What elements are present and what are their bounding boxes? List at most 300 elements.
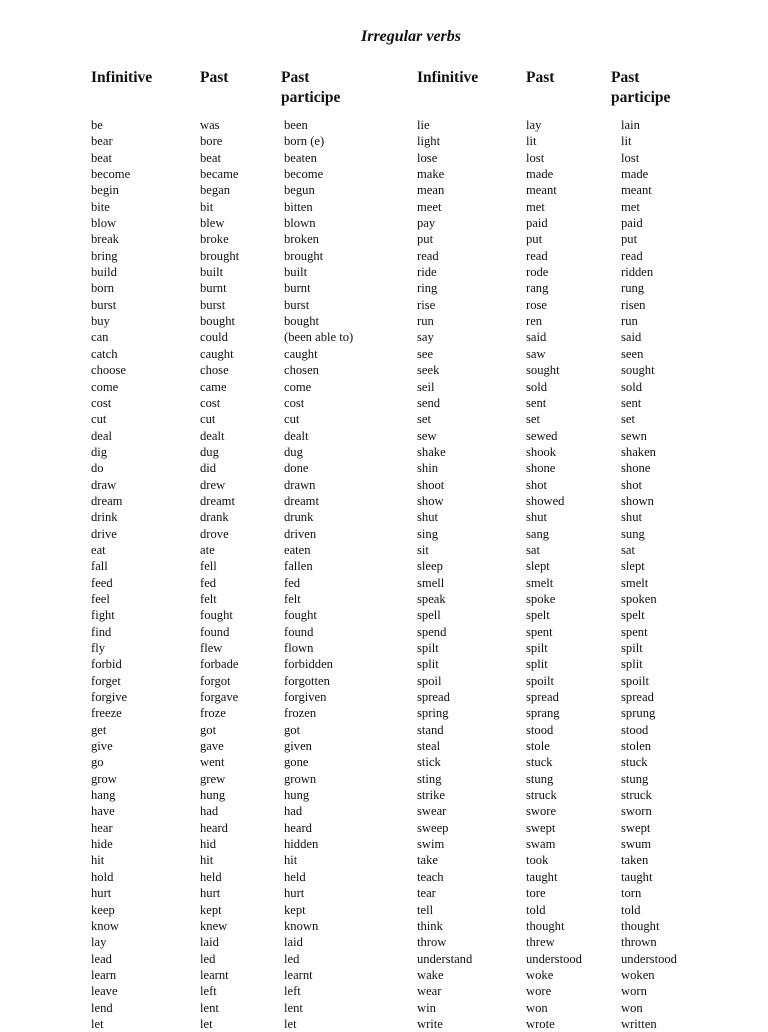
- verb-form: drew: [200, 477, 226, 492]
- verb-form: dig: [91, 444, 108, 459]
- verb-form: torn: [621, 886, 642, 901]
- verb-form: fallen: [284, 559, 313, 574]
- verb-form: did: [200, 461, 217, 476]
- verb-form: hidden: [284, 837, 319, 852]
- verb-form: split: [526, 657, 548, 672]
- verb-form: forgot: [200, 673, 231, 688]
- verb-form: forbidden: [284, 657, 333, 672]
- verb-form: came: [200, 379, 227, 394]
- verb-form: wore: [526, 984, 552, 999]
- verb-form: bring: [91, 248, 118, 263]
- verb-form: come: [91, 379, 119, 394]
- verb-form: bit: [200, 199, 214, 214]
- verb-form: fed: [200, 575, 217, 590]
- verb-form: hung: [284, 788, 310, 803]
- verb-form: drive: [91, 526, 117, 541]
- verb-form: do: [91, 461, 104, 476]
- verb-form: met: [526, 199, 545, 214]
- verb-form: began: [200, 183, 231, 198]
- verb-form: see: [417, 346, 434, 361]
- verb-form: feed: [91, 575, 113, 590]
- verb-form: forget: [91, 673, 121, 688]
- verb-form: draw: [91, 477, 117, 492]
- verb-form: shake: [417, 444, 446, 459]
- verb-form: bought: [284, 314, 319, 329]
- verb-form: found: [200, 624, 230, 639]
- verb-form: grown: [284, 771, 317, 786]
- verb-form: lit: [526, 134, 537, 149]
- verb-form: flown: [284, 641, 314, 655]
- verb-form: split: [621, 657, 643, 672]
- verb-form: spoke: [526, 591, 556, 606]
- verb-form: born: [91, 281, 115, 296]
- verb-form: got: [200, 722, 217, 737]
- verb-form: split: [417, 657, 439, 672]
- verb-form: thrown: [621, 935, 657, 950]
- verb-form: thought: [621, 918, 660, 933]
- verb-form: spelt: [526, 608, 550, 623]
- verb-form: hold: [91, 869, 114, 884]
- verb-form: heard: [200, 820, 228, 835]
- verb-form: been: [284, 118, 308, 132]
- verb-form: meant: [621, 183, 652, 198]
- verb-form: burst: [284, 297, 310, 312]
- header-past-participle-right: Past participe: [611, 69, 671, 106]
- verb-form: cost: [200, 395, 221, 410]
- verb-form: rode: [526, 265, 549, 280]
- verb-form: steal: [417, 739, 441, 754]
- verb-form: forbade: [200, 657, 239, 672]
- verb-form: spelt: [621, 608, 645, 623]
- verb-form: built: [200, 265, 224, 280]
- verb-form: sold: [526, 379, 547, 394]
- verb-form: woken: [621, 967, 655, 982]
- verb-form: sew: [417, 428, 437, 443]
- verb-form: sang: [526, 526, 550, 541]
- verb-form: cut: [91, 412, 107, 427]
- verb-form: rang: [526, 281, 549, 296]
- verb-form: found: [284, 624, 314, 639]
- verb-form: run: [621, 314, 638, 329]
- verb-form: let: [200, 1016, 213, 1031]
- verb-form: bore: [200, 134, 223, 149]
- verb-form: broken: [284, 232, 319, 247]
- verb-form: lit: [621, 134, 632, 149]
- verb-form: beat: [91, 150, 112, 165]
- verb-form: build: [91, 265, 117, 280]
- verb-form: forbid: [91, 657, 122, 672]
- verb-form: set: [417, 412, 431, 427]
- verb-form: lent: [200, 1000, 219, 1015]
- verb-form: freeze: [91, 706, 122, 721]
- verb-form: dreamt: [200, 493, 235, 508]
- verb-form: paid: [526, 216, 548, 231]
- verb-form: knew: [200, 918, 228, 933]
- verb-form: gone: [284, 755, 309, 770]
- verb-form: win: [417, 1000, 436, 1015]
- verb-form: cut: [284, 412, 300, 427]
- verb-form: could: [200, 330, 228, 345]
- verb-form: burst: [91, 297, 117, 312]
- verb-form: sold: [621, 379, 642, 394]
- verb-form: spend: [417, 624, 447, 639]
- verb-form: shaken: [621, 444, 656, 459]
- verb-form: kept: [284, 902, 306, 917]
- verb-form: spoilt: [621, 673, 649, 688]
- verb-form: got: [284, 722, 301, 737]
- verb-form: slept: [621, 559, 645, 574]
- verb-form: beat: [200, 150, 221, 165]
- verb-form: stole: [526, 739, 550, 754]
- verb-form: catch: [91, 346, 118, 361]
- verb-form: burnt: [200, 281, 227, 296]
- verb-form: worn: [621, 984, 647, 999]
- page-title: Irregular verbs: [360, 28, 461, 45]
- verb-form: hurt: [91, 886, 112, 901]
- verb-form: read: [526, 248, 548, 263]
- verb-form: swore: [526, 804, 557, 819]
- verb-form: drink: [91, 510, 118, 525]
- verb-form: sit: [417, 542, 429, 557]
- verb-form: spoken: [621, 591, 657, 606]
- verb-form: mean: [417, 183, 445, 198]
- verb-form: spread: [621, 690, 654, 705]
- verb-form: sworn: [621, 804, 652, 819]
- verb-form: shone: [621, 461, 651, 476]
- verb-form: ren: [526, 314, 543, 329]
- verb-form: read: [417, 248, 439, 263]
- verb-form: sting: [417, 771, 442, 786]
- verb-form: held: [200, 869, 222, 884]
- verb-form: light: [417, 134, 441, 149]
- verb-form: seil: [417, 379, 435, 394]
- verb-form: understand: [417, 951, 473, 966]
- verb-form: dealt: [200, 428, 225, 443]
- verb-form: grow: [91, 771, 117, 786]
- verb-form: swept: [621, 820, 651, 835]
- verb-form: met: [621, 199, 640, 214]
- verb-form: gave: [200, 739, 224, 754]
- verb-form: strike: [417, 788, 445, 803]
- verb-form: lead: [91, 951, 112, 966]
- verb-form: told: [621, 902, 641, 917]
- verb-form: hear: [91, 820, 113, 835]
- verb-form: sprang: [526, 706, 560, 721]
- verb-form: drunk: [284, 510, 314, 525]
- verb-form: thought: [526, 918, 565, 933]
- verb-form: run: [417, 314, 434, 329]
- verb-form: shook: [526, 444, 557, 459]
- verb-form: stung: [621, 771, 649, 786]
- verb-form: spilt: [417, 641, 439, 655]
- verb-form: swept: [526, 820, 556, 835]
- verb-form: choose: [91, 363, 126, 378]
- verb-form: took: [526, 853, 549, 868]
- verb-form: spilt: [526, 641, 548, 655]
- verb-form: become: [91, 167, 131, 182]
- verb-form: begun: [284, 183, 315, 198]
- verb-form: heard: [284, 820, 312, 835]
- verb-form: forgiven: [284, 690, 327, 705]
- header-past-right: Past: [526, 69, 555, 86]
- verb-form: eat: [91, 542, 106, 557]
- verb-form: forgive: [91, 690, 128, 705]
- verb-form: let: [284, 1016, 297, 1031]
- verb-form: won: [526, 1000, 548, 1015]
- verb-form: spent: [526, 624, 553, 639]
- verb-form: bought: [200, 314, 235, 329]
- verb-form: tell: [417, 902, 434, 917]
- verb-form: blew: [200, 216, 225, 231]
- verb-form: become: [284, 167, 324, 182]
- verb-form: struck: [621, 788, 652, 803]
- verb-form: deal: [91, 428, 112, 443]
- verb-form: say: [417, 330, 434, 345]
- verb-form: go: [91, 755, 104, 770]
- verb-form: sung: [621, 526, 645, 541]
- verb-form: rung: [621, 281, 645, 296]
- verb-form: come: [284, 379, 312, 394]
- verb-form: be: [91, 118, 103, 132]
- verb-form: risen: [621, 297, 646, 312]
- verb-form: fly: [91, 641, 105, 655]
- verb-form: dream: [91, 493, 123, 508]
- verb-form: won: [621, 1000, 643, 1015]
- verb-form: learnt: [284, 967, 313, 982]
- verb-form: sought: [621, 363, 655, 378]
- verb-form: hit: [284, 853, 298, 868]
- verb-form: eaten: [284, 542, 311, 557]
- verb-form: take: [417, 853, 438, 868]
- verb-form: get: [91, 722, 107, 737]
- verb-form: said: [621, 330, 642, 345]
- verb-form: spread: [417, 690, 450, 705]
- verb-form: learn: [91, 967, 117, 982]
- verb-form: sewn: [621, 428, 647, 443]
- verb-form: swear: [417, 804, 447, 819]
- verb-form: wrote: [526, 1016, 555, 1031]
- verb-form: understood: [526, 951, 582, 966]
- verb-form: burnt: [284, 281, 311, 296]
- verb-form: hurt: [284, 886, 305, 901]
- verb-form: read: [621, 248, 643, 263]
- verb-form: fall: [91, 559, 108, 574]
- verb-form: hang: [91, 788, 116, 803]
- verb-form: begin: [91, 183, 119, 198]
- verb-form: lie: [417, 118, 430, 132]
- verb-form: flew: [200, 641, 223, 655]
- verb-form: beaten: [284, 150, 317, 165]
- verb-form: speak: [417, 591, 446, 606]
- verb-form: made: [526, 167, 554, 182]
- verb-form: laid: [200, 935, 219, 950]
- verb-form: shot: [526, 477, 547, 492]
- verb-form: hurt: [200, 886, 221, 901]
- verb-form: bitten: [284, 199, 313, 214]
- verb-form: chosen: [284, 363, 319, 378]
- verb-form: brought: [284, 248, 324, 263]
- verb-form: dreamt: [284, 493, 319, 508]
- verb-form: done: [284, 461, 309, 476]
- verb-form: fought: [200, 608, 233, 623]
- verb-form: smell: [417, 575, 445, 590]
- verb-form: lay: [526, 118, 542, 132]
- verb-form: ate: [200, 542, 215, 557]
- verb-form: tear: [417, 886, 436, 901]
- verb-form: let: [91, 1016, 104, 1031]
- verb-form: had: [200, 804, 219, 819]
- verb-form: stood: [526, 722, 554, 737]
- verb-form: taken: [621, 853, 649, 868]
- verb-form: dug: [200, 444, 219, 459]
- verb-form: spring: [417, 706, 449, 721]
- verb-form: have: [91, 804, 115, 819]
- verb-form: grew: [200, 771, 226, 786]
- verb-form: give: [91, 739, 113, 754]
- verb-form: fed: [284, 575, 301, 590]
- column-past-right: [526, 117, 582, 1032]
- verb-form: sleep: [417, 559, 443, 574]
- header-past-participle-left: Past participe: [281, 69, 341, 106]
- verb-form: shoot: [417, 477, 445, 492]
- verb-form: can: [91, 330, 109, 345]
- verb-form: sent: [621, 395, 642, 410]
- verb-form: hung: [200, 788, 226, 803]
- verb-form: spent: [621, 624, 648, 639]
- verb-form: told: [526, 902, 546, 917]
- verb-form: said: [526, 330, 547, 345]
- verb-form: felt: [200, 591, 217, 606]
- verb-form: lost: [621, 150, 640, 165]
- verb-form: forgotten: [284, 673, 330, 688]
- verb-form: stung: [526, 771, 554, 786]
- verb-form: was: [200, 118, 220, 132]
- verb-form: spoil: [417, 673, 442, 688]
- verb-form: understood: [621, 951, 677, 966]
- verb-form: sewed: [526, 428, 558, 443]
- verb-form: sent: [526, 395, 547, 410]
- verb-form: frozen: [284, 706, 317, 721]
- verb-form: lend: [91, 1000, 113, 1015]
- verb-form: meant: [526, 183, 557, 198]
- verb-form: swum: [621, 837, 652, 852]
- verb-form: cost: [91, 395, 112, 410]
- verb-form: meet: [417, 199, 442, 214]
- verb-form: hit: [200, 853, 214, 868]
- verb-form: learnt: [200, 967, 229, 982]
- verb-form: swim: [417, 837, 445, 852]
- verb-form: slept: [526, 559, 550, 574]
- verb-form: hid: [200, 837, 217, 852]
- verb-form: pay: [417, 216, 436, 231]
- verb-form: buy: [91, 314, 110, 329]
- verb-form: woke: [526, 967, 554, 982]
- verb-form: throw: [417, 935, 447, 950]
- verb-form: chose: [200, 363, 229, 378]
- verb-form: seen: [621, 346, 644, 361]
- column-infinitive-right: [417, 117, 472, 1032]
- verb-form: seek: [417, 363, 440, 378]
- verb-form: burst: [200, 297, 226, 312]
- verb-form: send: [417, 395, 441, 410]
- verb-form: write: [417, 1016, 443, 1031]
- verb-form: know: [91, 918, 119, 933]
- header-infinitive-left: Infinitive: [91, 69, 153, 86]
- verb-form: keep: [91, 902, 115, 917]
- column-past-left: [200, 117, 239, 1032]
- verb-form: sing: [417, 526, 438, 541]
- verb-form: stand: [417, 722, 444, 737]
- verb-form: drank: [200, 510, 229, 525]
- verb-form: put: [526, 232, 543, 247]
- verb-form: froze: [200, 706, 226, 721]
- verb-form: left: [200, 984, 217, 999]
- verb-form: sprung: [621, 706, 656, 721]
- verb-form: teach: [417, 869, 444, 884]
- verb-form: rise: [417, 297, 436, 312]
- verb-form: drove: [200, 526, 229, 541]
- verb-form: struck: [526, 788, 557, 803]
- verb-form: became: [200, 167, 239, 182]
- verb-form: blown: [284, 216, 316, 231]
- verb-form: shone: [526, 461, 556, 476]
- verb-form: brought: [200, 248, 240, 263]
- verb-form: leave: [91, 984, 118, 999]
- verb-form: caught: [284, 346, 318, 361]
- verb-form: ride: [417, 265, 437, 280]
- verb-form: rose: [526, 297, 547, 312]
- verb-form: ring: [417, 281, 438, 296]
- verb-form: kept: [200, 902, 222, 917]
- verb-form: dug: [284, 444, 303, 459]
- verb-form: went: [200, 755, 225, 770]
- verb-form: fought: [284, 608, 317, 623]
- verb-form: smelt: [526, 575, 554, 590]
- verb-form: had: [284, 804, 303, 819]
- verb-form: driven: [284, 526, 317, 541]
- verb-form: fight: [91, 608, 115, 623]
- verb-form: stuck: [621, 755, 648, 770]
- verb-form: break: [91, 232, 119, 247]
- verb-form: wear: [417, 984, 442, 999]
- verb-form: spread: [526, 690, 559, 705]
- verb-form: sat: [526, 542, 540, 557]
- verb-form: cost: [284, 395, 305, 410]
- verb-form: feel: [91, 591, 110, 606]
- verb-form: given: [284, 739, 312, 754]
- verb-form: spoilt: [526, 673, 554, 688]
- column-infinitive-left: [91, 117, 130, 1032]
- verb-form: born (e): [284, 134, 325, 149]
- verb-form: stick: [417, 755, 441, 770]
- verb-form: lent: [284, 1000, 303, 1015]
- verb-form: shut: [526, 510, 547, 525]
- verb-form: spilt: [621, 641, 643, 655]
- verb-form: lay: [91, 935, 107, 950]
- verb-form: ridden: [621, 265, 654, 280]
- verb-form: smelt: [621, 575, 649, 590]
- verb-form: swam: [526, 837, 556, 852]
- verb-form: shin: [417, 461, 438, 476]
- verb-form: shot: [621, 477, 642, 492]
- verb-form: put: [621, 232, 638, 247]
- verb-form: sweep: [417, 820, 449, 835]
- verb-form: wake: [417, 967, 444, 982]
- verb-form: forgave: [200, 690, 239, 705]
- verb-form: hit: [91, 853, 105, 868]
- verb-form: (been able to): [284, 330, 354, 345]
- verb-form: show: [417, 493, 444, 508]
